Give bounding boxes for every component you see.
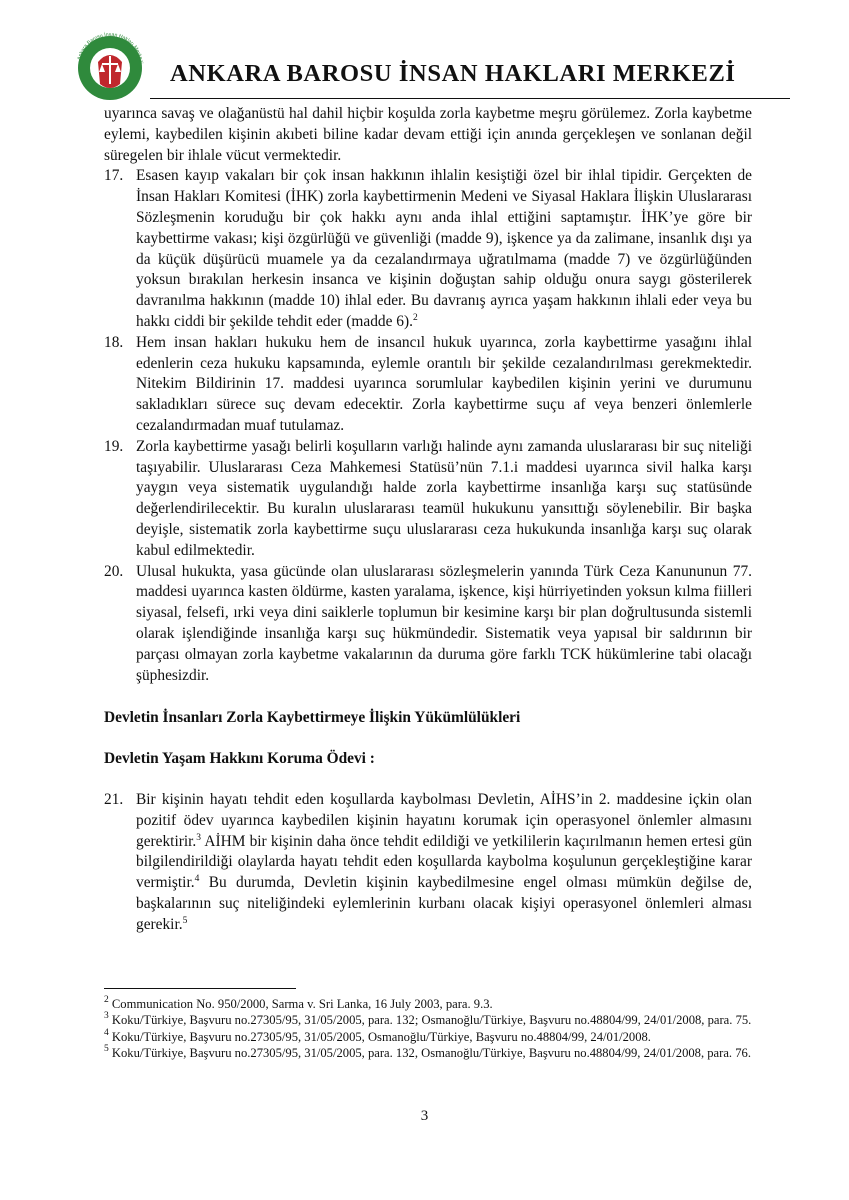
footnote-number: 5 [104,1044,109,1055]
item-number: 19. [104,437,124,455]
item-text: Ulusal hukukta, yasa gücünde olan uluslararası sözleşmelerin yanında Türk Ceza Kanununun 77. maddesi uyarınca kasten öldürme, kasten yaralama, işkence, kişi hürriyetinden yoksun kılma fiilleri siyasal, felsefi, ırki veya dini saiklerle toplumun bir kesimine karşı bir plan doğrultusunda sistemli olarak işlendiğinde insanlığa karşı suç hükmündedir. Sistematik veya yapısal bir saldırının bir parçası olmayan zorla kaybetme vakalarının da duruma göre farklı TCK hükümlerine tabi olacağı şüphesizdir. [136,562,752,684]
page-header [70,26,790,106]
footnote-text: Communication No. 950/2000, Sarma v. Sri Lanka, 16 July 2003, para. 9.3. [111,997,493,1011]
footnote [104,996,752,1012]
footnotes [104,996,752,1062]
item-number: 18. [104,333,124,351]
list-item-20 [104,562,752,687]
footnote-number: 4 [104,1027,109,1038]
footnote-ref[interactable]: 4 [194,874,200,885]
page-number: 3 [420,1108,429,1124]
section-heading: Devletin İnsanları Zorla Kaybettirmeye İlişkin Yükümlülükleri [104,709,521,727]
list-item-19 [104,437,752,562]
header-divider [150,98,790,99]
subsection-heading: Devletin Yaşam Hakkını Koruma Ödevi : [104,750,375,768]
footnote-divider [104,988,296,989]
footnote-ref[interactable]: 2 [412,312,418,323]
item-number: 17. [104,167,124,185]
item-number: 21. [104,790,124,808]
footnote-text: Koku/Türkiye, Başvuru no.27305/95, 31/05/2005, para. 132; Osmanoğlu/Türkiye, Başvuru no.48804/99, 24/01/2008, para. 75. [111,1013,752,1028]
footnote-number: 2 [104,995,109,1005]
item-text: Bir kişinin hayatı tehdit eden koşullarda kaybolması Devletin, AİHS’in 2. maddesine içkin olan pozitif ödev uyarınca kaybedilen kişinin hayatını korumak için operasyonel önlemler almasını gerektirir. [136,790,752,850]
item-text: Zorla kaybettirme yasağı belirli koşulların varlığı halinde aynı zamanda uluslararası bir suç niteliği taşıyabilir. Uluslararası Ceza Mahkemesi Statüsü’nün 7.1.i maddesi uyarınca sivil halka karşı yaygın veya sistematik uygulandığı halde zorla kaybettirme insanlığa karşı suç statüsünde değerlendirilecektir. Bu kuralın uluslararası teamül hukukunu yansıttığı söylenebilir. Bir başka deyişle, sistematik zorla kaybettirme suçu uluslararası ceza hukukunda insanlığa karşı suç olarak kabul edilmektedir. [136,437,752,559]
item-text: Bu durumda, Devletin kişinin kaybedilmesine engel olması mümkün değilse de, başkalarının suç niteliğindeki eylemlerinin kurbanı olacak kişiyi operasyonel önlemleri alması gerekir. [136,874,752,933]
bar-association-logo-icon [70,26,150,106]
footnote-text: Koku/Türkiye, Başvuru no.27305/95, 31/05/2005, para. 132, Osmanoğlu/Türkiye, Başvuru no.48804/99, 24/01/2008, para. 76. [111,1046,751,1061]
footnote-ref[interactable]: 3 [196,832,202,843]
item-text: Esasen kayıp vakaları bir çok insan hakkının ihlalin kesiştiği özel bir ihlal tipidir. Gerçekten de İnsan Hakları Komitesi (İHK) zorla kaybettirmenin Medeni ve Siyasal Haklara İlişkin Uluslararası Sözleşmenin koruduğu bir çok hakkı aynı anda ihlal ettiğini saptamıştır. İHK’ye göre bir kaybettirme vakası; kişi özgürlüğü ve güvenliği (madde 9), işkence ya da zalimane, insanlık dışı ya da küçük düşürücü muamele ya da cezalandırmaya uğratılmama (madde 7) ve özgürlüğünden yoksun bırakılan herkesin insanca ve kişinin doğuştan sahip olduğu onura saygı gösterilerek davranılma hakkının (madde 10) ihlal eder. Bu davranış ayrıca yaşam hakkının ihlali eder veya bu hakkı ciddi bir şekilde tehdit eder (madde 6). [136,167,752,330]
logo-text: Ankara Barosu İnsan Hakları Merkezi [76,31,144,64]
footnote-number: 3 [104,1011,109,1022]
footnote [104,1029,752,1045]
list-item-18 [104,333,752,437]
footnote [104,1012,752,1028]
continuation-paragraph: uyarınca savaş ve olağanüstü hal dahil hiçbir koşulda zorla kaybetme meşru görülemez. Zorla kaybetme eylemi, kaybedilen kişinin akıbeti biline kadar devam ettiği için anında gerçekleşen ve sonlanan değil süregelen bir ihlale vücut vermektedir. [104,105,752,164]
list-item-17 [104,166,752,332]
item-text: Hem insan hakları hukuku hem de insancıl hukuk uyarınca, zorla kaybettirme yasağını ihlal edenlerin ceza hukuku kapsamında, eylemle orantılı bir şekilde cezalandırılması gerekmektedir. Nitekim Bildirinin 17. maddesi uyarınca sorumlular kaybedilen kişinin yerini ve durumunu sakladıkları sürece suç devam edecektir. Zorla kaybettirme suçu af veya benzeri önlemlerle cezalandırmadan muaf tutulamaz. [136,333,752,434]
body-text [104,104,752,935]
page-title: ANKARA BAROSU İNSAN HAKLARI MERKEZİ [170,60,736,87]
footnote-ref[interactable]: 5 [182,915,188,926]
item-number: 20. [104,562,124,580]
item-text: AİHM bir kişinin daha önce tehdit edildiği ve yetkililerin kaçırılmanın hemen ertesi gün bilgilendirildiği olaylarda hayatı tehdit eden koşullarda kaybolma koşulunun gerçekleştiğine karar vermiştir. [136,832,752,892]
footnote-text: Koku/Türkiye, Başvuru no.27305/95, 31/05/2005, Osmanoğlu/Türkiye, Başvuru no.48804/99, 24/01/2008. [111,1029,651,1044]
footnote [104,1045,752,1061]
list-item-21 [104,790,752,936]
